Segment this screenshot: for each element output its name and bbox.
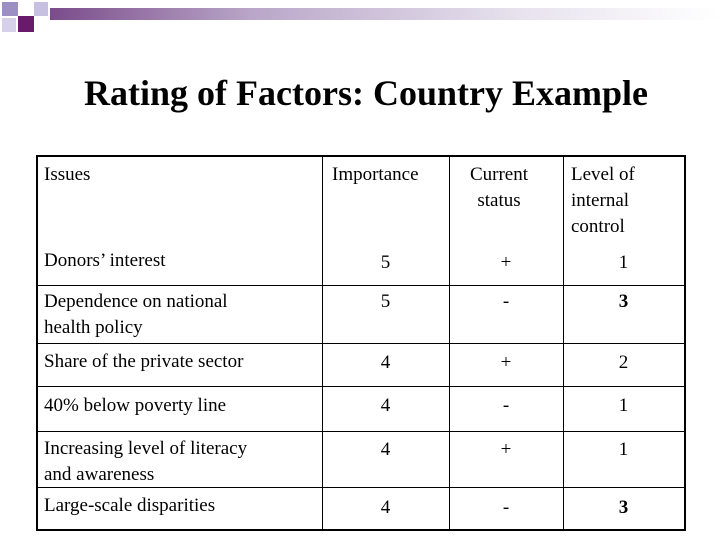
table-row-issue: 40% below poverty line [44, 395, 227, 416]
row-divider [38, 285, 684, 286]
table-row-importance: 5 [380, 291, 391, 312]
row-divider [38, 343, 684, 344]
header-current-status: Current status [469, 164, 529, 211]
table-row-issue: Donors’ interest [44, 250, 166, 271]
table-row-control: 1 [618, 439, 629, 460]
table-row-control: 1 [618, 395, 629, 416]
table-row-control: 3 [618, 291, 629, 312]
table-row-control: 1 [618, 252, 629, 273]
table-row-importance: 4 [380, 352, 391, 373]
factors-table [36, 155, 686, 531]
row-divider [38, 386, 684, 387]
table-row-control: 3 [618, 497, 629, 518]
table-row-importance: 5 [380, 252, 391, 273]
slide-title: Rating of Factors: Country Example [84, 73, 648, 113]
table-row-status: + [500, 252, 512, 273]
table-row-issue: Share of the private sector [44, 351, 244, 372]
header-internal-control: Level of internal control [571, 164, 635, 237]
table-row-issue: Increasing level of literacy and awareness [44, 438, 248, 485]
header-importance: Importance [332, 164, 419, 185]
table-row-control: 2 [618, 352, 629, 373]
table-row-status: - [502, 395, 510, 416]
row-divider [38, 431, 684, 432]
decorative-square [18, 16, 34, 32]
header-issues: Issues [44, 164, 91, 185]
table-row-status: + [500, 439, 512, 460]
table-row-issue: Dependence on national health policy [44, 291, 228, 338]
table-row-importance: 4 [380, 497, 391, 518]
table-row-status: - [502, 291, 510, 312]
table-row-status: - [502, 497, 510, 518]
table-row-importance: 4 [380, 439, 391, 460]
table-row-issue: Large-scale disparities [44, 495, 216, 516]
table-row-importance: 4 [380, 395, 391, 416]
decorative-gradient-bar [50, 8, 720, 20]
decorative-square [34, 2, 48, 16]
decorative-square [2, 18, 16, 32]
table-row-status: + [500, 352, 512, 373]
decorative-square [2, 2, 18, 16]
